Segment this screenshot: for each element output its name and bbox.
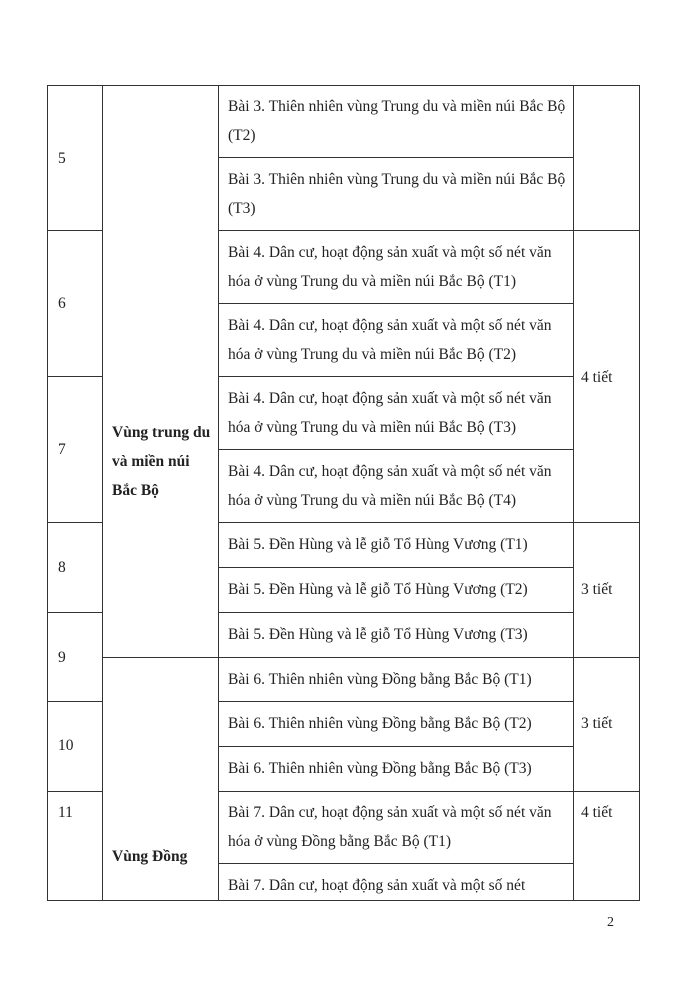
- region-name: Vùng trung du và miền núi Bắc Bộ: [112, 424, 211, 499]
- week-number: 5: [58, 150, 66, 167]
- row-border: [47, 376, 102, 377]
- period-count: 3 tiết: [581, 715, 613, 732]
- lesson-title: Bài 4. Dân cư, hoạt động sản xuất và một số nét văn hóa ở vùng Trung du và miền núi Bắc Bộ (T1): [228, 244, 552, 290]
- period-count: 3 tiết: [581, 581, 613, 598]
- row-border: [47, 701, 102, 702]
- row-border: [47, 522, 102, 523]
- lesson-title: Bài 4. Dân cư, hoạt động sản xuất và một số nét văn hóa ở vùng Trung du và miền núi Bắc Bộ (T4): [228, 463, 552, 509]
- row-border: [47, 612, 102, 613]
- lesson-title: Bài 7. Dân cư, hoạt động sản xuất và một số nét văn hóa ở vùng Đồng bằng Bắc Bộ (T1): [228, 804, 552, 850]
- row-border: [218, 863, 573, 864]
- week-number: 6: [58, 295, 66, 312]
- row-border: [218, 567, 573, 568]
- lesson-title: Bài 5. Đền Hùng và lễ giỗ Tổ Hùng Vương (T1): [228, 536, 528, 553]
- week-number: 8: [58, 559, 66, 576]
- row-border: [218, 612, 573, 613]
- lesson-title: Bài 5. Đền Hùng và lễ giỗ Tổ Hùng Vương (T3): [228, 626, 528, 643]
- lesson-title: Bài 7. Dân cư, hoạt động sản xuất và một số nét: [228, 877, 526, 894]
- row-border: [218, 746, 573, 747]
- row-border: [218, 230, 639, 231]
- row-border: [47, 791, 102, 792]
- row-border: [102, 657, 639, 658]
- row-border: [218, 449, 573, 450]
- lesson-title: Bài 6. Thiên nhiên vùng Đồng bằng Bắc Bộ (T2): [228, 715, 532, 732]
- row-border: [47, 900, 639, 901]
- page-number: 2: [607, 915, 614, 930]
- row-border: [47, 230, 102, 231]
- week-number: 10: [58, 737, 74, 754]
- column-border: [639, 85, 640, 901]
- row-border: [218, 701, 573, 702]
- period-count: 4 tiết: [581, 369, 613, 386]
- lesson-title: Bài 3. Thiên nhiên vùng Trung du và miền núi Bắc Bộ (T3): [228, 171, 566, 217]
- row-border: [218, 522, 639, 523]
- week-number: 9: [58, 649, 66, 666]
- period-count: 4 tiết: [581, 804, 613, 821]
- lesson-title: Bài 5. Đền Hùng và lễ giỗ Tổ Hùng Vương (T2): [228, 581, 528, 598]
- row-border: [218, 157, 573, 158]
- lesson-title: Bài 3. Thiên nhiên vùng Trung du và miền núi Bắc Bộ (T2): [228, 98, 566, 144]
- lesson-title: Bài 4. Dân cư, hoạt động sản xuất và một số nét văn hóa ở vùng Trung du và miền núi Bắc Bộ (T3): [228, 390, 552, 436]
- column-border: [47, 85, 48, 901]
- column-border: [218, 85, 219, 901]
- region-name: Vùng Đồng: [112, 848, 188, 865]
- lesson-title: Bài 4. Dân cư, hoạt động sản xuất và một số nét văn hóa ở vùng Trung du và miền núi Bắc Bộ (T2): [228, 317, 552, 363]
- row-border: [218, 303, 573, 304]
- lesson-title: Bài 6. Thiên nhiên vùng Đồng bằng Bắc Bộ (T1): [228, 671, 532, 688]
- week-number: 11: [58, 804, 73, 821]
- column-border: [573, 85, 574, 901]
- row-border: [218, 791, 639, 792]
- lesson-title: Bài 6. Thiên nhiên vùng Đồng bằng Bắc Bộ (T3): [228, 760, 532, 777]
- row-border: [218, 376, 573, 377]
- week-number: 7: [58, 441, 66, 458]
- row-border: [47, 85, 639, 86]
- column-border: [102, 85, 103, 901]
